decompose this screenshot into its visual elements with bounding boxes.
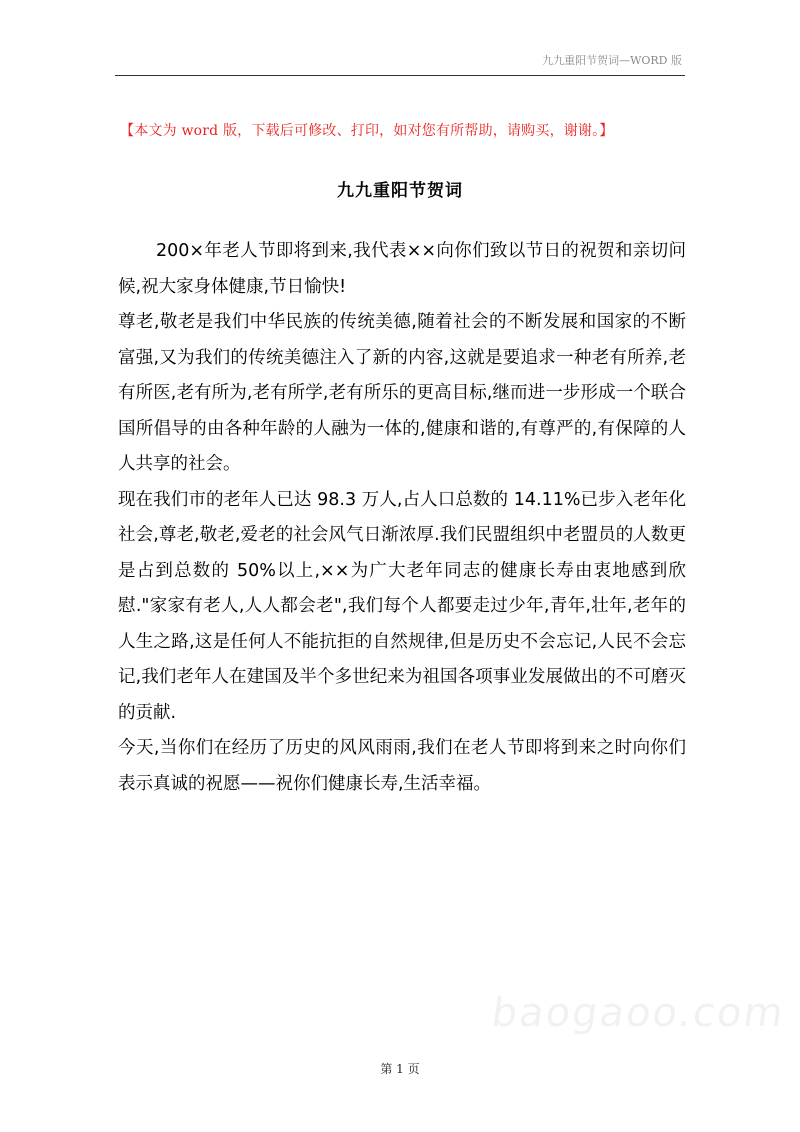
watermark: baogaoo.com	[488, 990, 788, 1036]
paragraph-wishes: 今天,当你们在经历了历史的风风雨雨,我们在老人节即将到来之时向你们表示真诚的祝愿——祝你们健康长寿,生活幸福。	[118, 738, 686, 794]
paragraph-tradition: 尊老,敬老是我们中华民族的传统美德,随着社会的不断发展和国家的不断富强,又为我们的传统美德注入了新的内容,这就是要追求一种老有所养,老有所医,老有所为,老有所学,老有所乐的更高目标,继而进一步形成一个联合国所倡导的由各种年龄的人融为一体的,健康和谐的,有尊严的,有保障的人人共享的社会。	[118, 312, 686, 474]
header-divider	[115, 75, 685, 76]
paragraph-greeting: 200×年老人节即将到来,我代表××向你们致以节日的祝贺和亲切问候,祝大家身体健康,节日愉快!	[118, 241, 686, 297]
document-title: 九九重阳节贺词	[337, 181, 463, 201]
document-body	[118, 234, 686, 802]
running-header: 九九重阳节贺词—WORD 版	[542, 54, 682, 67]
page-number: 第 1 页	[380, 1062, 420, 1076]
paragraph-statistics: 现在我们市的老年人已达 98.3 万人,占人口总数的 14.11%已步入老年化社会,尊老,敬老,爱老的社会风气日渐浓厚.我们民盟组织中老盟员的人数更是占到总数的 50%以上,××为广大老年同志的健康长寿由衷地感到欣慰."家家有老人,人人都会老",我们每个人都要走过少年,青年,壮年,老年的人生之路,这是任何人不能抗拒的自然规律,但是历史不会忘记,人民不会忘记,我们老年人在建国及半个多世纪来为祖国各项事业发展做出的不可磨灭的贡献.	[118, 489, 686, 723]
download-notice: 【本文为 word 版，下载后可修改、打印，如对您有所帮助，请购买，谢谢。】	[120, 123, 614, 139]
